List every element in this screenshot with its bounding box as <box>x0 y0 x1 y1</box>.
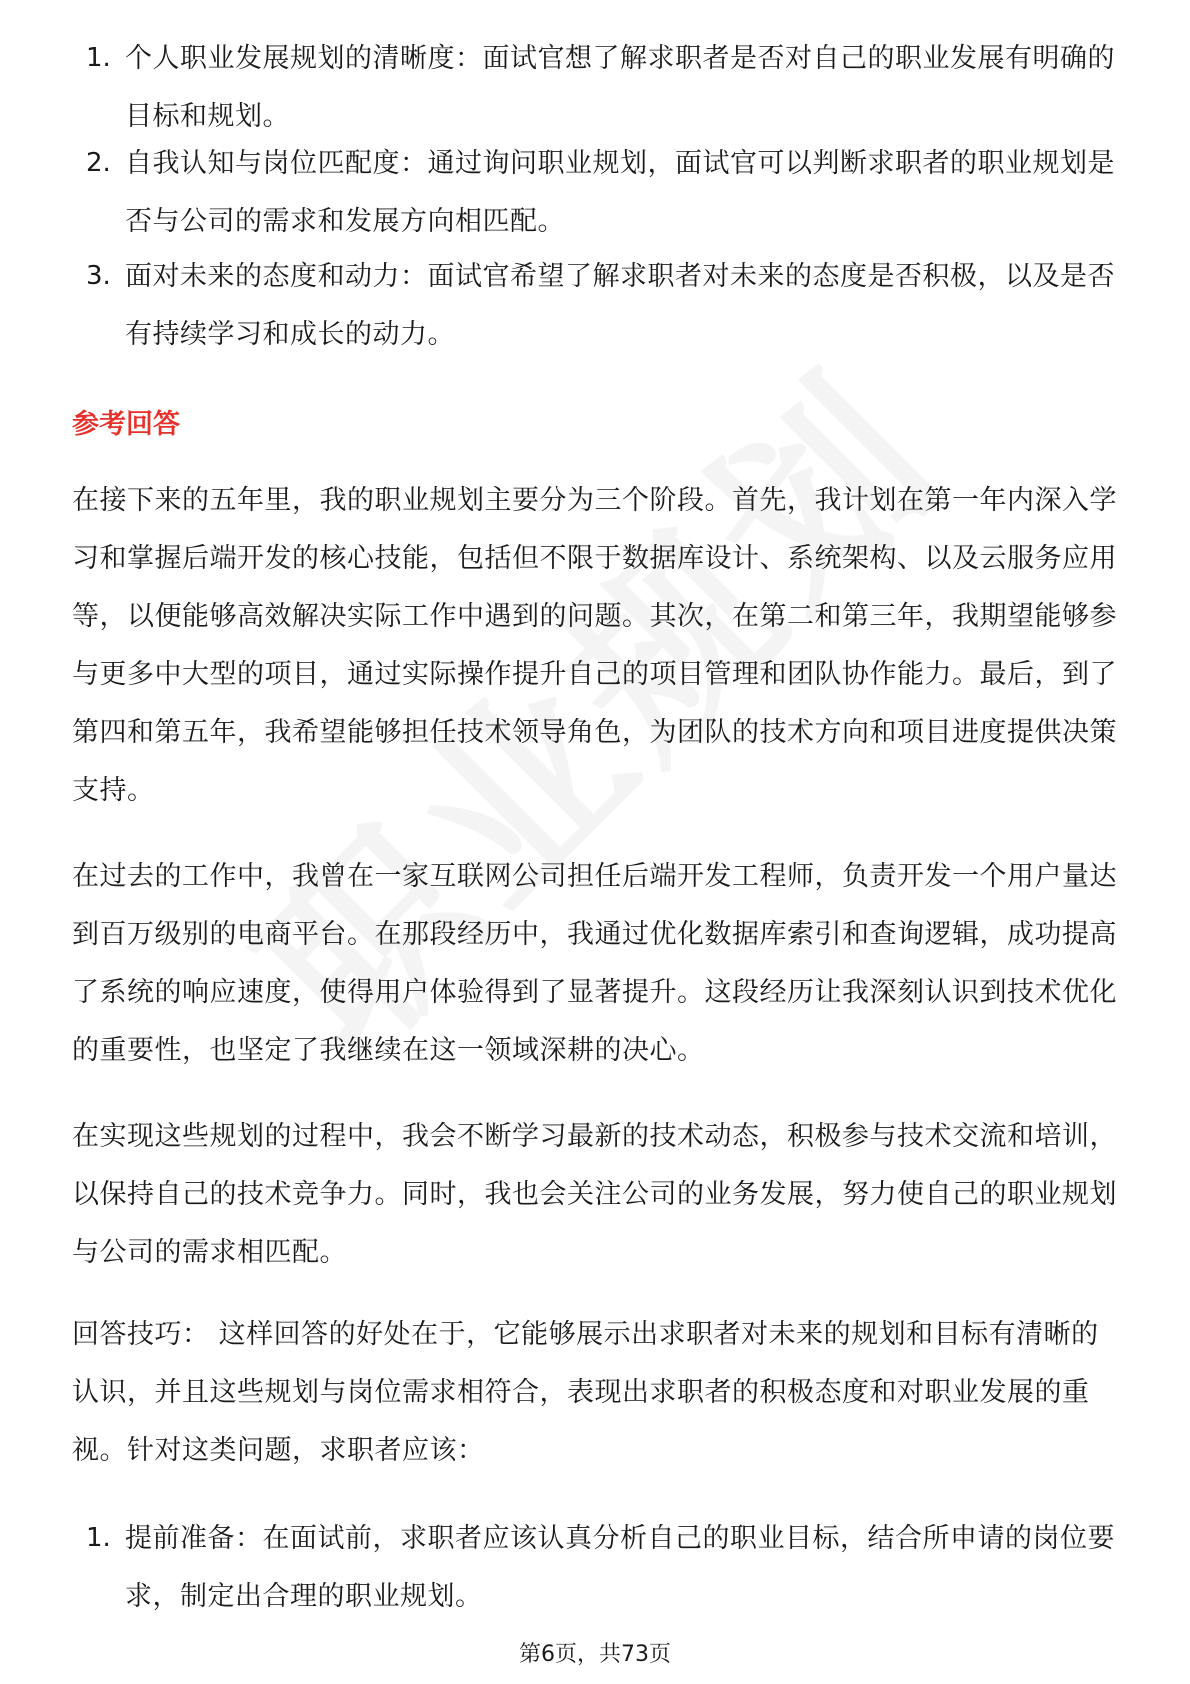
list-text: 面对未来的态度和动力：面试官希望了解求职者对未来的态度是否积极，以及是否有持续学习和成长的动力。 <box>125 261 1115 350</box>
list-text: 提前准备：在面试前，求职者应该认真分析自己的职业目标，结合所申请的岗位要求，制定出合理的职业规划。 <box>125 1523 1115 1612</box>
list-number: 1. <box>86 43 111 73</box>
paragraph: 在接下来的五年里，我的职业规划主要分为三个阶段。首先，我计划在第一年内深入学习和掌握后端开发的核心技能，包括但不限于数据库设计、系统架构、以及云服务应用等，以便能够高效解决实际工作中遇到的问题。其次，在第二和第三年，我期望能够参与更多中大型的项目，通过实际操作提升自己的项目管理和团队协作能力。最后，到了第四和第五年，我希望能够担任技术领导角色，为团队的技术方向和项目进度提供决策支持。 <box>72 485 1117 806</box>
list-number: 3. <box>86 261 111 291</box>
answer-tips-paragraph: 回答技巧： 这样回答的好处在于，它能够展示出求职者对未来的规划和目标有清晰的认识，并且这些规划与岗位需求相符合，表现出求职者的积极态度和对职业发展的重视。针对这类问题，求职者应该： <box>72 1319 1099 1466</box>
paragraph: 在过去的工作中，我曾在一家互联网公司担任后端开发工程师，负责开发一个用户量达到百万级别的电商平台。在那段经历中，我通过优化数据库索引和查询逻辑，成功提高了系统的响应速度，使得用户体验得到了显著提升。这段经历让我深刻认识到技术优化的重要性，也坚定了我继续在这一领域深耕的决心。 <box>72 861 1117 1066</box>
list-text: 自我认知与岗位匹配度：通过询问职业规划，面试官可以判断求职者的职业规划是否与公司的需求和发展方向相匹配。 <box>125 148 1115 237</box>
section-heading: 参考回答 <box>72 409 180 440</box>
list-number: 2. <box>86 148 111 178</box>
list-text: 个人职业发展规划的清晰度：面试官想了解求职者是否对自己的职业发展有明确的目标和规划。 <box>125 43 1115 132</box>
list-number: 1. <box>86 1523 111 1553</box>
page-footer: 第6页，共73页 <box>519 1642 671 1667</box>
paragraph: 在实现这些规划的过程中，我会不断学习最新的技术动态，积极参与技术交流和培训，以保持自己的技术竞争力。同时，我也会关注公司的业务发展，努力使自己的职业规划与公司的需求相匹配。 <box>72 1121 1117 1268</box>
